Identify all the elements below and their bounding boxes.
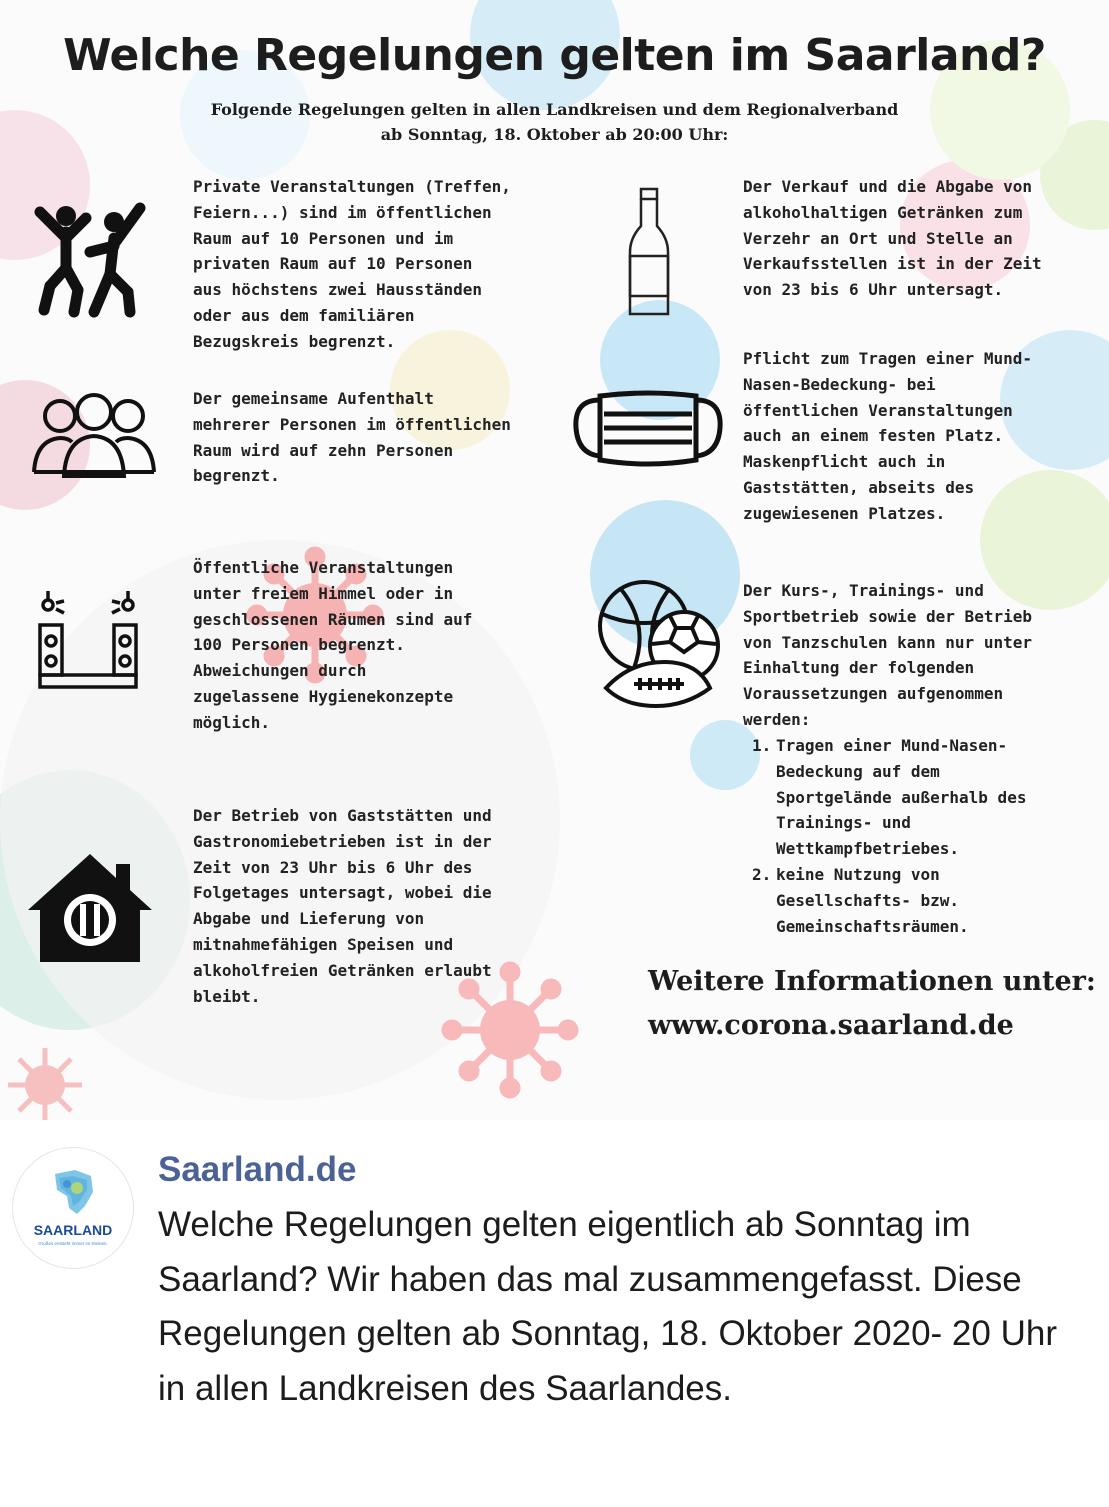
rule-gastronomy: Der Betrieb von Gaststätten und Gastronomiebetrieben ist in der Zeit von 23 Uhr bis 6 Uhr des Folgetages untersagt, wobei die Abgabe und Lieferung von mitnahmefähigen Speisen und alkoholfreien Getränken erlaubt bleibt. [193, 806, 492, 1006]
infographic-title: Welche Regelungen gelten im Saarland? [63, 30, 1046, 81]
virus-icon [0, 1040, 90, 1120]
infographic-subtitle [0, 97, 1109, 147]
list-item [752, 862, 1082, 939]
list-item-text: Tragen einer Mund-Nasen- Bedeckung auf dem Sportgelände außerhalb des Trainings- und Wettkampfbetriebes. [776, 736, 1027, 859]
list-item-text: keine Nutzung von Gesellschafts- bzw. Gemeinschaftsräumen. [776, 864, 969, 936]
more-info-label: Weitere Informationen unter: [648, 966, 1096, 997]
restaurant-house-icon [22, 850, 158, 965]
avatar[interactable] [12, 1147, 134, 1269]
group-people-icon [30, 390, 158, 480]
rule-masks: Pflicht zum Tragen einer Mund- Nasen-Bedeckung- bei öffentlichen Veranstaltungen auch an einem festen Platz. Maskenpflicht auch in Gaststätten, abseits des zugewiesenen Platzes. [743, 349, 1032, 523]
avatar-tagline: Großes entsteht immer im Kleinen. [38, 1241, 108, 1246]
mask-icon [570, 390, 726, 470]
subtitle-line: Folgende Regelungen gelten in allen Landkreisen und dem Regionalverband [210, 100, 899, 119]
sports-balls-icon [594, 578, 730, 708]
more-info [648, 960, 1096, 1048]
post-caption [0, 1120, 1109, 1507]
saarland-logo-icon [47, 1166, 99, 1218]
list-item-number: 1. [752, 736, 772, 755]
more-info-url: www.corona.saarland.de [648, 1010, 1014, 1041]
list-item [752, 733, 1082, 862]
dancing-people-icon [28, 196, 153, 321]
bottle-icon [626, 186, 672, 320]
rule-gatherings: Der gemeinsame Aufenthalt mehrerer Personen im öffentlichen Raum wird auf zehn Personen begrenzt. [193, 389, 511, 486]
avatar-brand: SAARLAND [33, 1222, 113, 1238]
post-text: Welche Regelungen gelten eigentlich ab Sonntag im Saarland? Wir haben das mal zusammengefasst. Diese Regelungen gelten ab Sonntag, 18. Oktober 2020- 20 Uhr in allen Landkreisen des Saarlandes. [158, 1205, 1057, 1408]
page-name-link[interactable]: Saarland.de [158, 1150, 357, 1189]
rule-alcohol: Der Verkauf und die Abgabe von alkoholhaltigen Getränken zum Verzehr an Ort und Stelle an Verkaufsstellen ist in der Zeit von 23 bis 6 Uhr untersagt. [743, 177, 1042, 300]
sports-requirements-list [752, 733, 1082, 939]
rule-private-events: Private Veranstaltungen (Treffen, Feiern...) sind im öffentlichen Raum auf 10 Personen und im privaten Raum auf 10 Personen aus höchstens zwei Hausständen oder aus dem familiären Bezugskreis begrenzt. [193, 177, 511, 351]
list-item-number: 2. [752, 864, 772, 884]
rule-public-events: Öffentliche Veranstaltungen unter freiem Himmel oder in geschlossenen Räumen sind auf 100 Personen begrenzt. Abweichungen durch zugelassene Hygienekonzepte möglich. [193, 558, 473, 732]
rule-sports: Der Kurs-, Trainings- und Sportbetrieb sowie der Betrieb von Tanzschulen kann nur unter Einhaltung der folgenden Voraussetzungen aufgenommen werden: [743, 581, 1032, 729]
speakers-icon [32, 585, 144, 695]
subtitle-line: ab Sonntag, 18. Oktober ab 20:00 Uhr: [380, 125, 729, 144]
